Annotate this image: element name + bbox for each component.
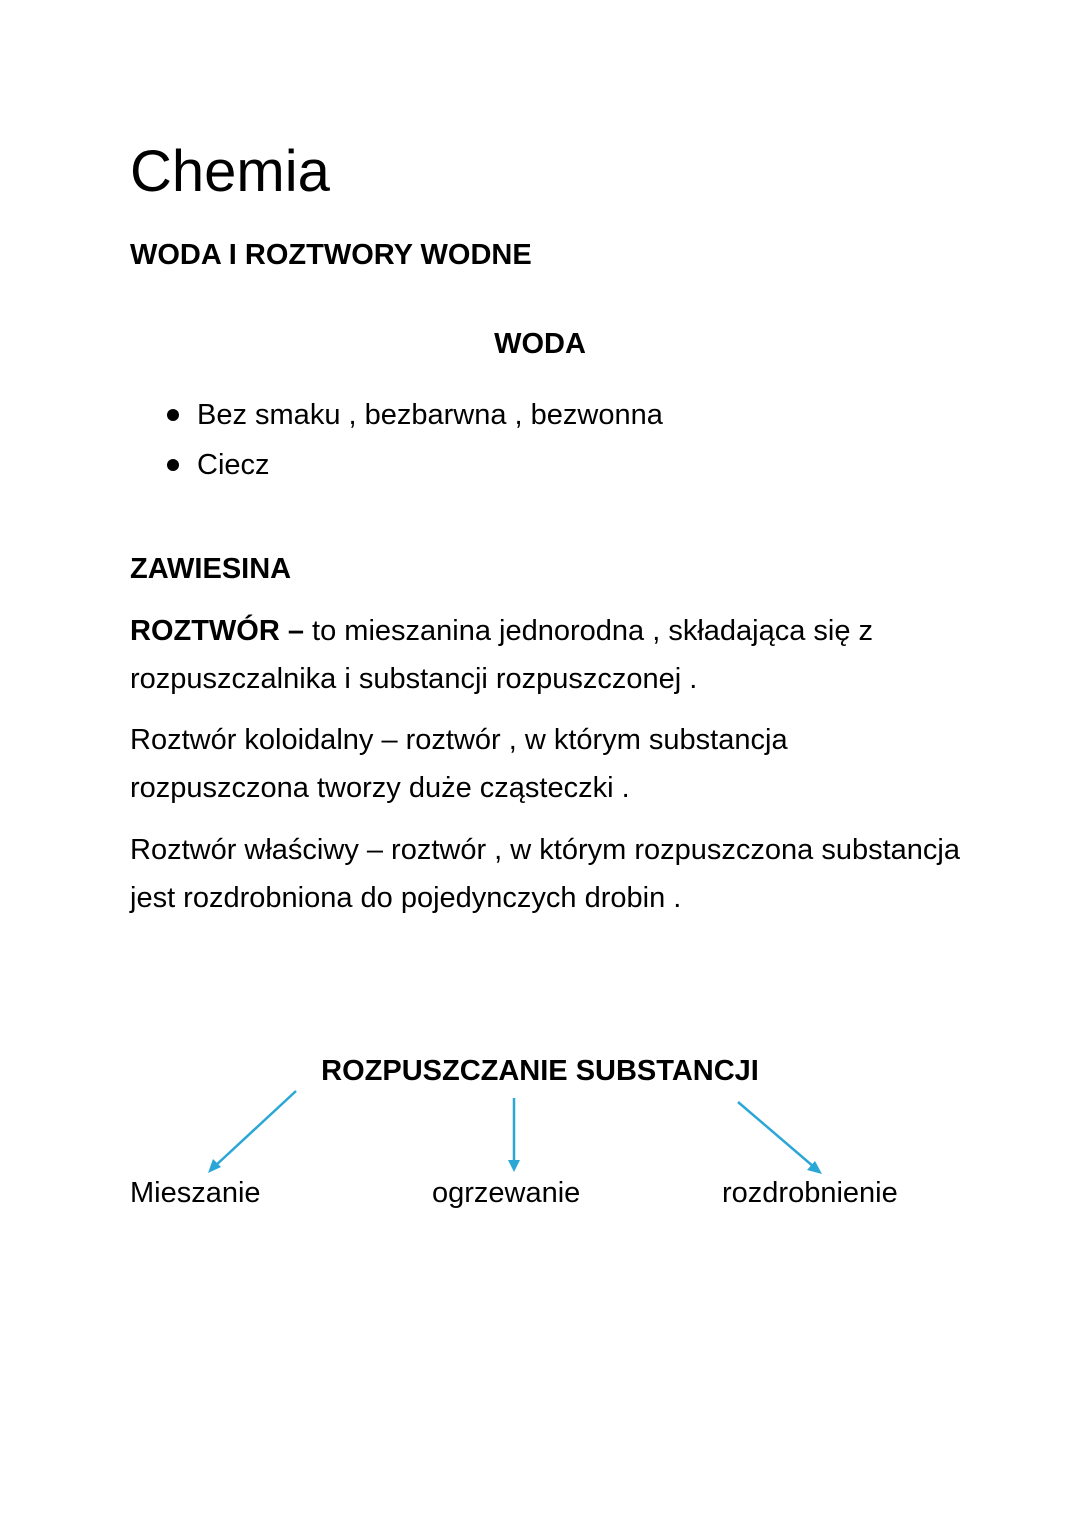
diagram-leaf-grinding: rozdrobnienie	[722, 1177, 898, 1209]
main-heading: WODA I ROZTWORY WODNE	[130, 239, 532, 271]
arrow-left	[208, 1091, 296, 1173]
water-properties-list	[165, 390, 663, 490]
page-title: Chemia	[130, 139, 330, 204]
list-item: Bez smaku , bezbarwna , bezwonna	[165, 390, 663, 440]
solution-term: ROZTWÓR –	[130, 615, 304, 647]
true-solution-definition: Roztwór właściwy – roztwór , w którym rozpuszczona substancja jest rozdrobniona do pojedynczych drobin .	[130, 834, 960, 914]
water-heading: WODA	[494, 328, 586, 360]
list-item: Ciecz	[165, 440, 663, 490]
solution-text: to mieszanina jednorodna , składająca się z rozpuszczalnika i substancji rozpuszczonej .	[130, 615, 874, 695]
suspension-heading: ZAWIESINA	[130, 553, 292, 585]
colloid-definition: Roztwór koloidalny – roztwór , w którym substancja rozpuszczona tworzy duże cząsteczki .	[130, 724, 788, 804]
solution-definition	[130, 607, 960, 703]
arrow-right	[738, 1102, 822, 1174]
arrow-center	[508, 1098, 520, 1172]
diagram-leaf-heating: ogrzewanie	[432, 1177, 581, 1209]
diagram-leaf-mixing: Mieszanie	[130, 1177, 261, 1209]
diagram-heading: ROZPUSZCZANIE SUBSTANCJI	[321, 1055, 759, 1087]
